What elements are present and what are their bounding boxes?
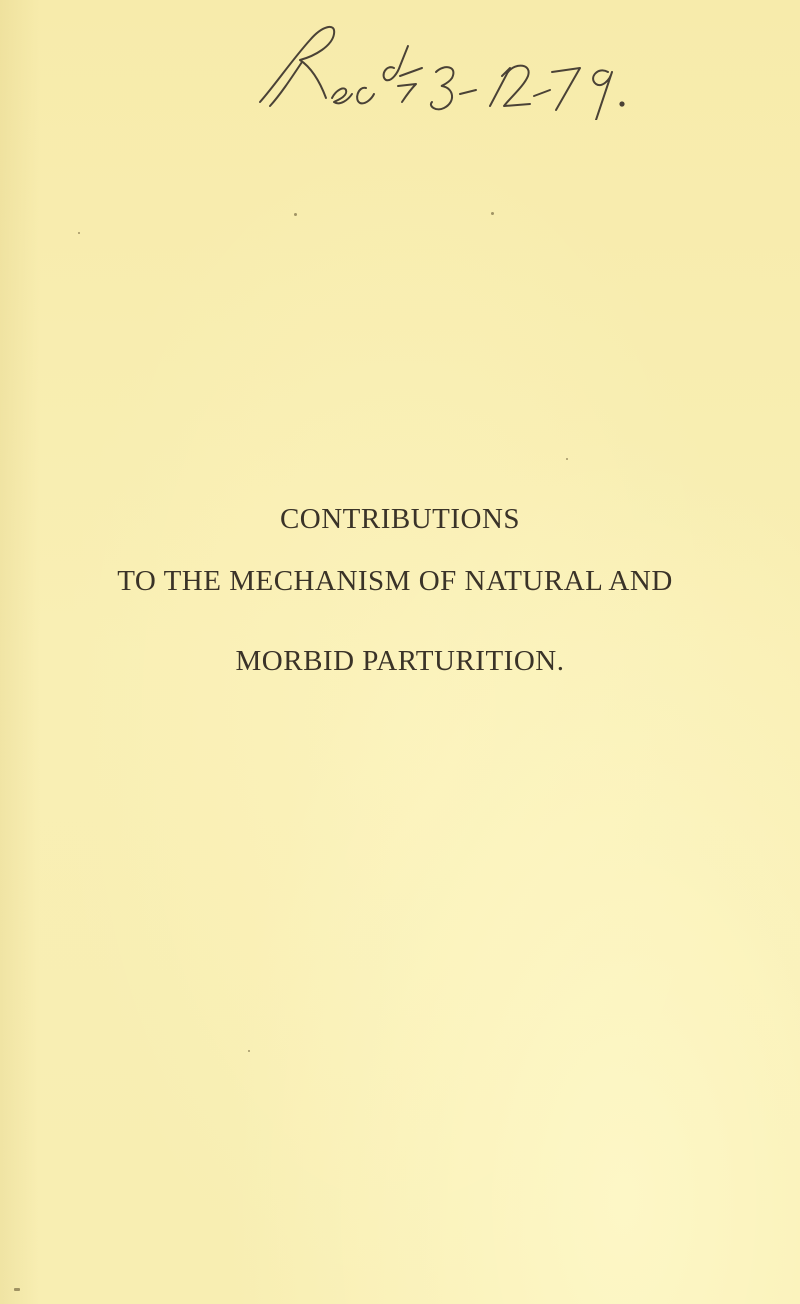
paper-speck bbox=[294, 213, 297, 216]
handwritten-inscription bbox=[240, 10, 640, 120]
title-line-1: CONTRIBUTIONS bbox=[279, 503, 521, 535]
title-line-3: MORBID PARTURITION. bbox=[235, 645, 565, 677]
paper-speck bbox=[566, 458, 568, 460]
title-line-2: TO THE MECHANISM OF NATURAL AND bbox=[117, 565, 673, 597]
paper-speck bbox=[14, 1288, 20, 1291]
paper-speck bbox=[248, 1050, 250, 1052]
paper-speck bbox=[78, 232, 80, 234]
paper-speck bbox=[491, 212, 494, 215]
